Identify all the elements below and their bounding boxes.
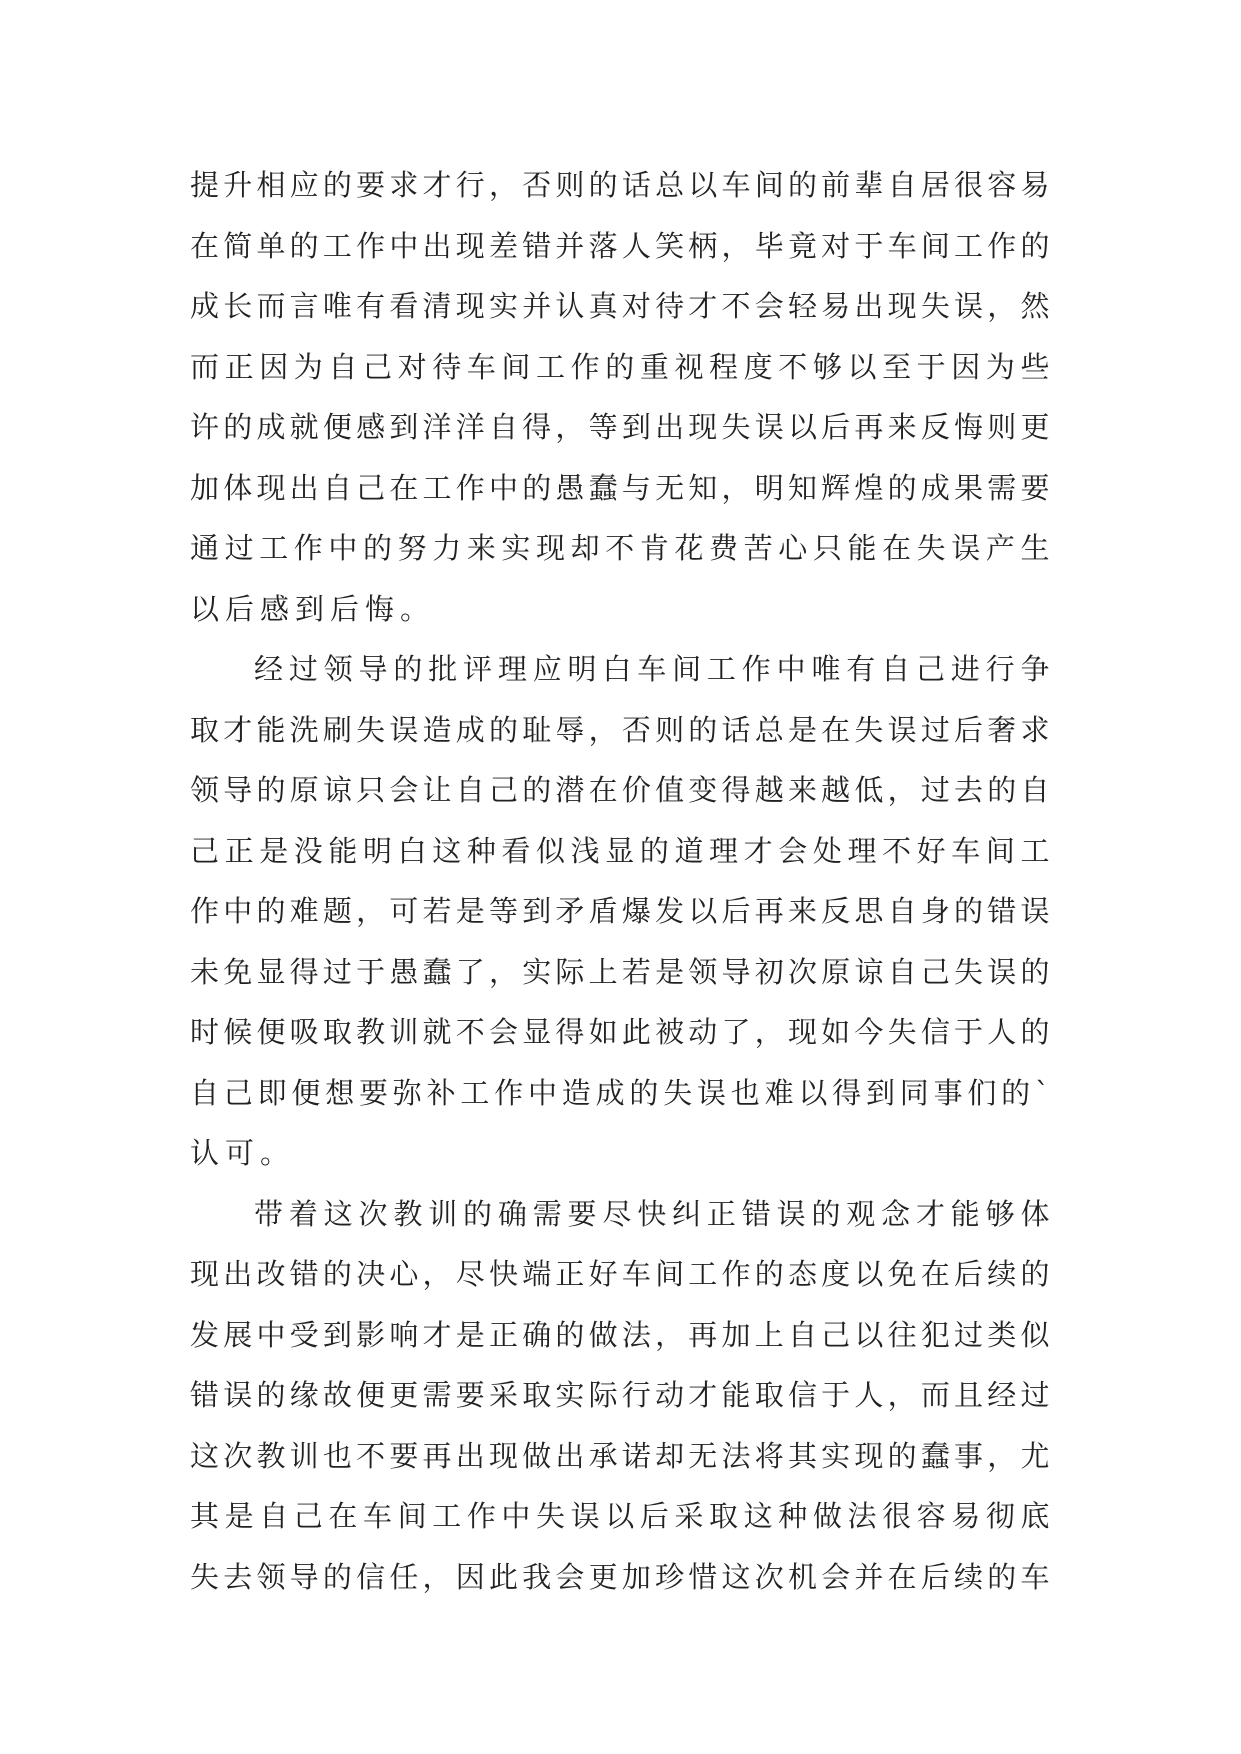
text-line: 未免显得过于愚蠢了，实际上若是领导初次原谅自己失误的 <box>190 954 1050 989</box>
text-line: 在简单的工作中出现差错并落人笑柄，毕竟对于车间工作的 <box>190 228 1050 263</box>
text-line: 领导的原谅只会让自己的潜在价值变得越来越低，过去的自 <box>190 773 1050 807</box>
paragraph <box>190 155 1050 639</box>
text-line: 成长而言唯有看清现实并认真对待才不会轻易出现失误，然 <box>190 289 1050 323</box>
text-line: 经过领导的批评理应明白车间工作中唯有自己进行争 <box>254 652 1050 686</box>
text-line: 认可。 <box>190 1136 296 1170</box>
text-line: 这次教训也不要再出现做出承诺却无法将其实现的蠢事，尤 <box>190 1438 1050 1473</box>
text-line: 加体现出自己在工作中的愚蠢与无知，明知辉煌的成果需要 <box>190 470 1050 505</box>
text-line: 自己即便想要弥补工作中造成的失误也难以得到同事们的` <box>190 1075 1050 1110</box>
text-line: 取才能洗刷失误造成的耻辱，否则的话总是在失误过后奢求 <box>190 712 1050 747</box>
text-line: 其是自己在车间工作中失误以后采取这种做法很容易彻底 <box>190 1499 1050 1533</box>
text-line: 许的成就便感到洋洋自得，等到出现失误以后再来反悔则更 <box>190 410 1050 444</box>
text-line: 带着这次教训的确需要尽快纠正错误的观念才能够体 <box>254 1196 1050 1231</box>
text-line: 通过工作中的努力来实现却不肯花费苦心只能在失误产生 <box>190 531 1050 565</box>
text-line: 现出改错的决心，尽快端正好车间工作的态度以免在后续的 <box>190 1257 1050 1291</box>
text-line: 以后感到后悔。 <box>190 591 436 626</box>
text-line: 作中的难题，可若是等到矛盾爆发以后再来反思自身的错误 <box>190 894 1050 928</box>
text-line: 发展中受到影响才是正确的做法，再加上自己以往犯过类似 <box>190 1317 1050 1352</box>
text-line: 时候便吸取教训就不会显得如此被动了，现如今失信于人的 <box>190 1015 1050 1049</box>
paragraph <box>190 639 1050 1184</box>
text-line: 失去领导的信任，因此我会更加珍惜这次机会并在后续的车 <box>190 1559 1050 1594</box>
document-body <box>190 155 1050 1607</box>
text-line: 提升相应的要求才行，否则的话总以车间的前辈自居很容易 <box>190 168 1050 202</box>
text-line: 而正因为自己对待车间工作的重视程度不够以至于因为些 <box>190 349 1050 384</box>
text-line: 己正是没能明白这种看似浅显的道理才会处理不好车间工 <box>190 833 1050 868</box>
text-line: 错误的缘故便更需要采取实际行动才能取信于人，而且经过 <box>190 1378 1050 1412</box>
paragraph <box>190 1184 1050 1608</box>
